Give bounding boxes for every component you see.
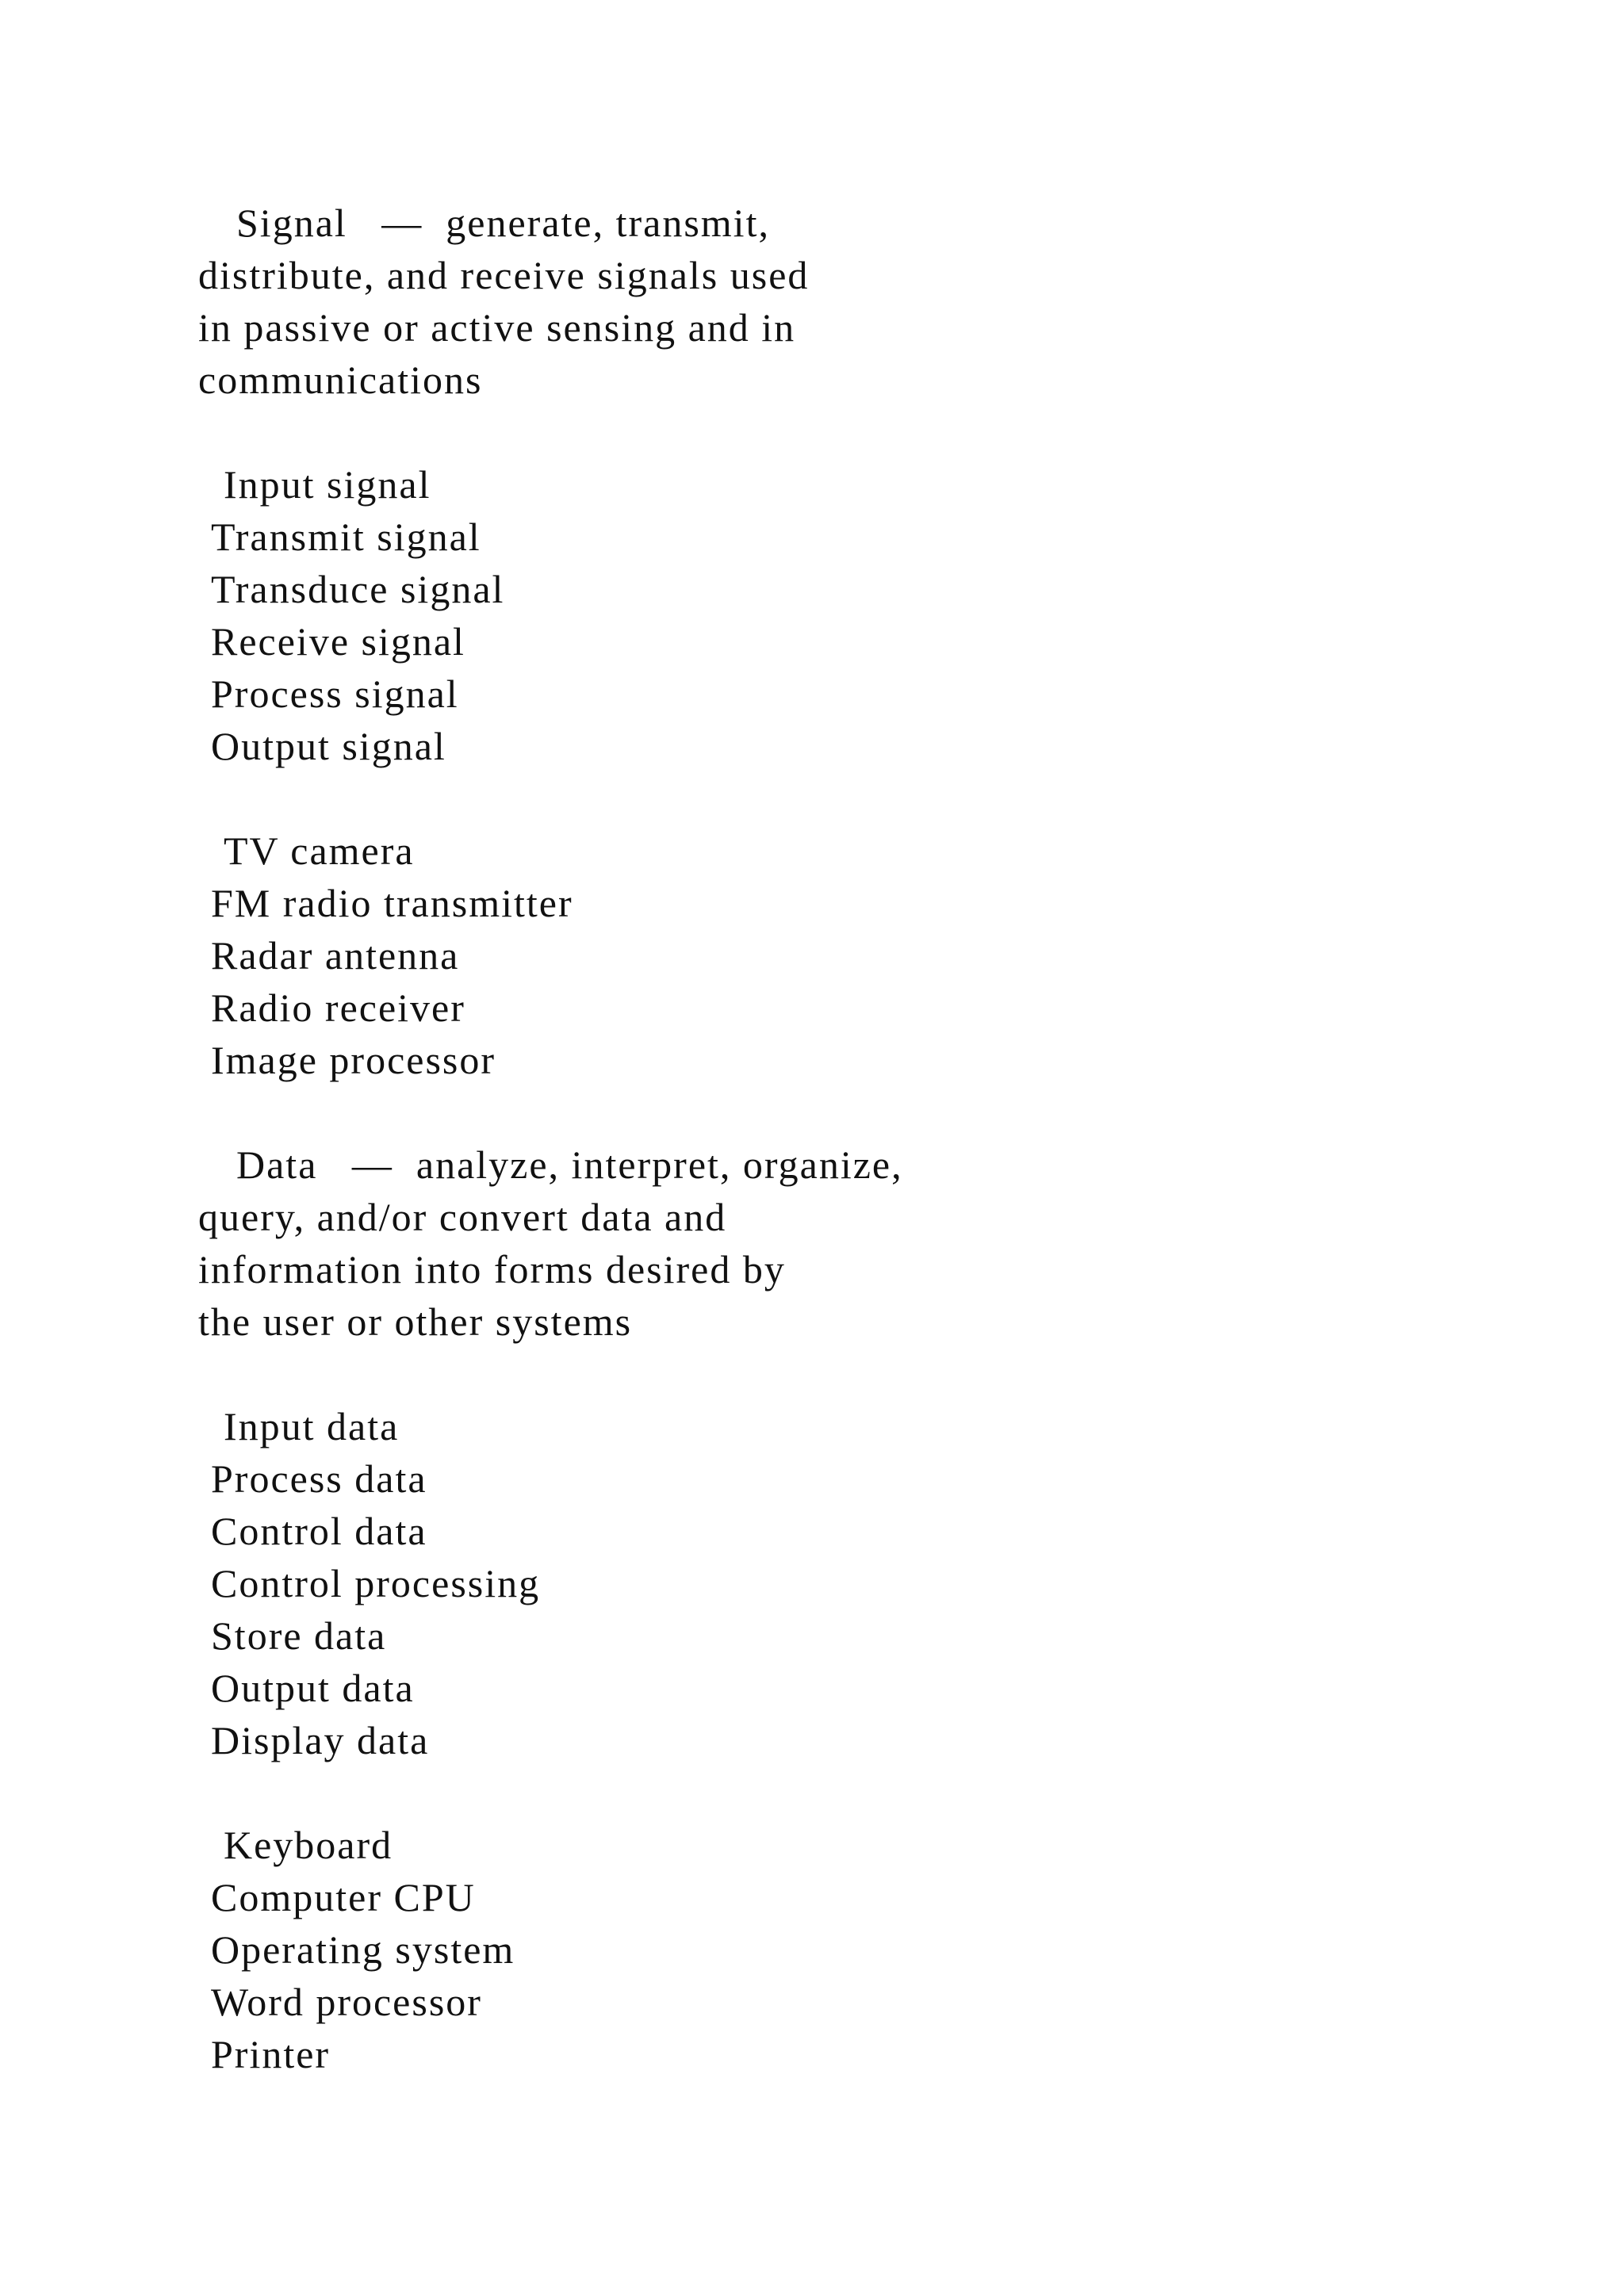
signal-example-item: Radar antenna <box>211 933 460 978</box>
data-example-item: Keyboard <box>224 1823 393 1867</box>
data-heading-line-1: Data — analyze, interpret, organize, <box>236 1142 903 1187</box>
data-function-item: Output data <box>211 1666 415 1710</box>
data-function-item: Display data <box>211 1718 430 1762</box>
signal-function-item: Input signal <box>224 462 431 507</box>
data-function-item: Store data <box>211 1613 387 1658</box>
signal-example-item: Radio receiver <box>211 985 465 1030</box>
signal-heading-line-3: in passive or active sensing and in <box>198 305 796 350</box>
data-function-item: Control data <box>211 1509 427 1553</box>
data-example-item: Computer CPU <box>211 1875 476 1919</box>
signal-function-item: Process signal <box>211 672 459 716</box>
data-heading-line-4: the user or other systems <box>198 1299 633 1344</box>
signal-heading-line-2: distribute, and receive signals used <box>198 253 810 297</box>
data-function-item: Process data <box>211 1456 427 1501</box>
signal-example-item: FM radio transmitter <box>211 881 573 925</box>
signal-heading-line-1: Signal — generate, transmit, <box>236 201 770 245</box>
data-example-item: Printer <box>211 2032 331 2076</box>
signal-function-item: Receive signal <box>211 619 465 664</box>
signal-example-item: TV camera <box>224 828 415 873</box>
data-example-item: Operating system <box>211 1927 515 1972</box>
data-heading-line-2: query, and/or convert data and <box>198 1195 727 1239</box>
signal-example-item: Image processor <box>211 1038 496 1082</box>
signal-function-item: Transduce signal <box>211 567 505 611</box>
data-heading-line-3: information into forms desired by <box>198 1247 786 1292</box>
signal-function-item: Transmit signal <box>211 515 481 559</box>
data-function-item: Control processing <box>211 1561 541 1605</box>
signal-function-item: Output signal <box>211 724 446 768</box>
data-function-item: Input data <box>224 1404 400 1448</box>
signal-heading-line-4: communications <box>198 358 483 402</box>
data-example-item: Word processor <box>211 1980 482 2024</box>
